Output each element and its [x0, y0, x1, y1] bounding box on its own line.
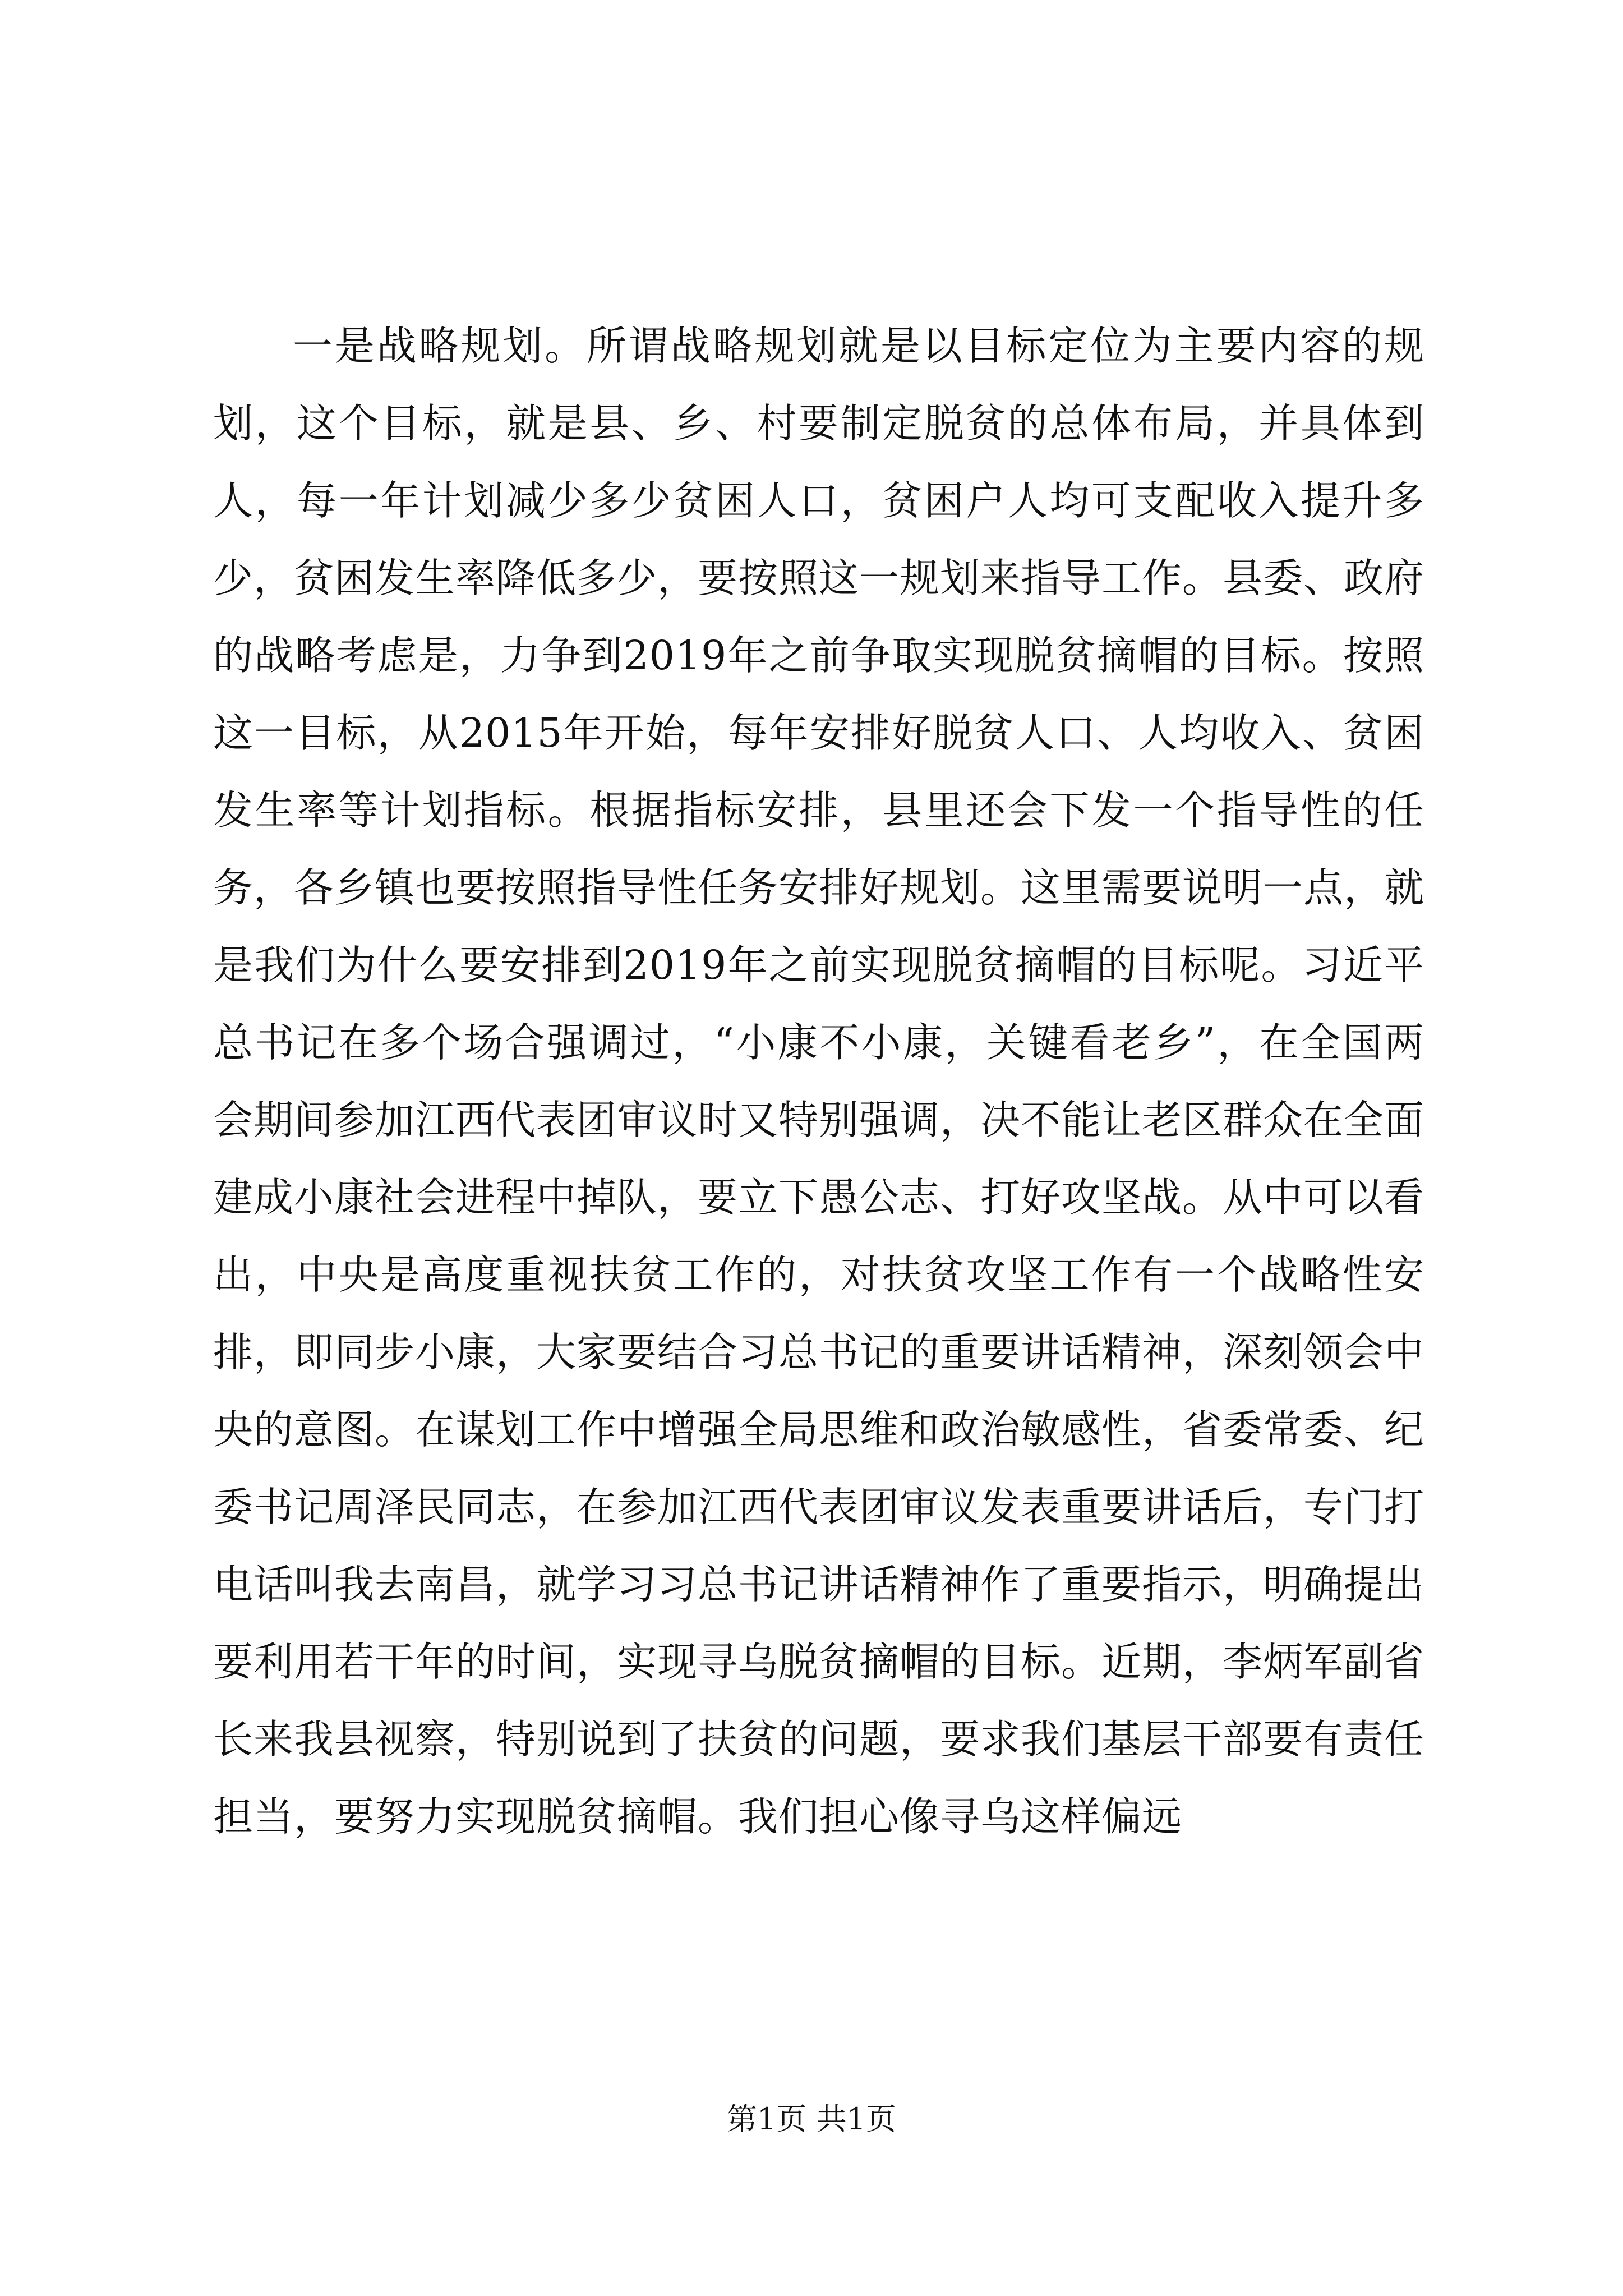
page-footer: 第1页 共1页 [727, 2101, 896, 2137]
body-paragraph: 一是战略规划。所谓战略规划就是以目标定位为主要内容的规划，这个目标，就是县、乡、村要制定脱贫的总体布局，并具体到人，每一年计划减少多少贫困人口，贫困户人均可支配收入提升多少，贫困发生率降低多少，要按照这一规划来指导工作。县委、政府的战略考虑是，力争到2019年之前争取实现脱贫摘帽的目标。按照这一目标，从2015年开始，每年安排好脱贫人口、人均收入、贫困发生率等计划指标。根据指标安排，县里还会下发一个指导性的任务，各乡镇也要按照指导性任务安排好规划。这里需要说明一点，就是我们为什么要安排到2019年之前实现脱贫摘帽的目标呢。习近平总书记在多个场合强调过，“小康不小康，关键看老乡”，在全国两会期间参加江西代表团审议时又特别强调，决不能让老区群众在全面建成小康社会进程中掉队，要立下愚公志、打好攻坚战。从中可以看出，中央是高度重视扶贫工作的，对扶贫攻坚工作有一个战略性安排，即同步小康，大家要结合习总书记的重要讲话精神，深刻领会中央的意图。在谋划工作中增强全局思维和政治敏感性，省委常委、纪委书记周泽民同志，在参加江西代表团审议发表重要讲话后，专门打电话叫我去南昌，就学习习总书记讲话精神作了重要指示，明确提出要利用若干年的时间，实现寻乌脱贫摘帽的目标。近期，李炳军副省长来我县视察，特别说到了扶贫的问题，要求我们基层干部要有责任担当，要努力实现脱贫摘帽。我们担心像寻乌这样偏远 [213, 323, 1425, 1840]
